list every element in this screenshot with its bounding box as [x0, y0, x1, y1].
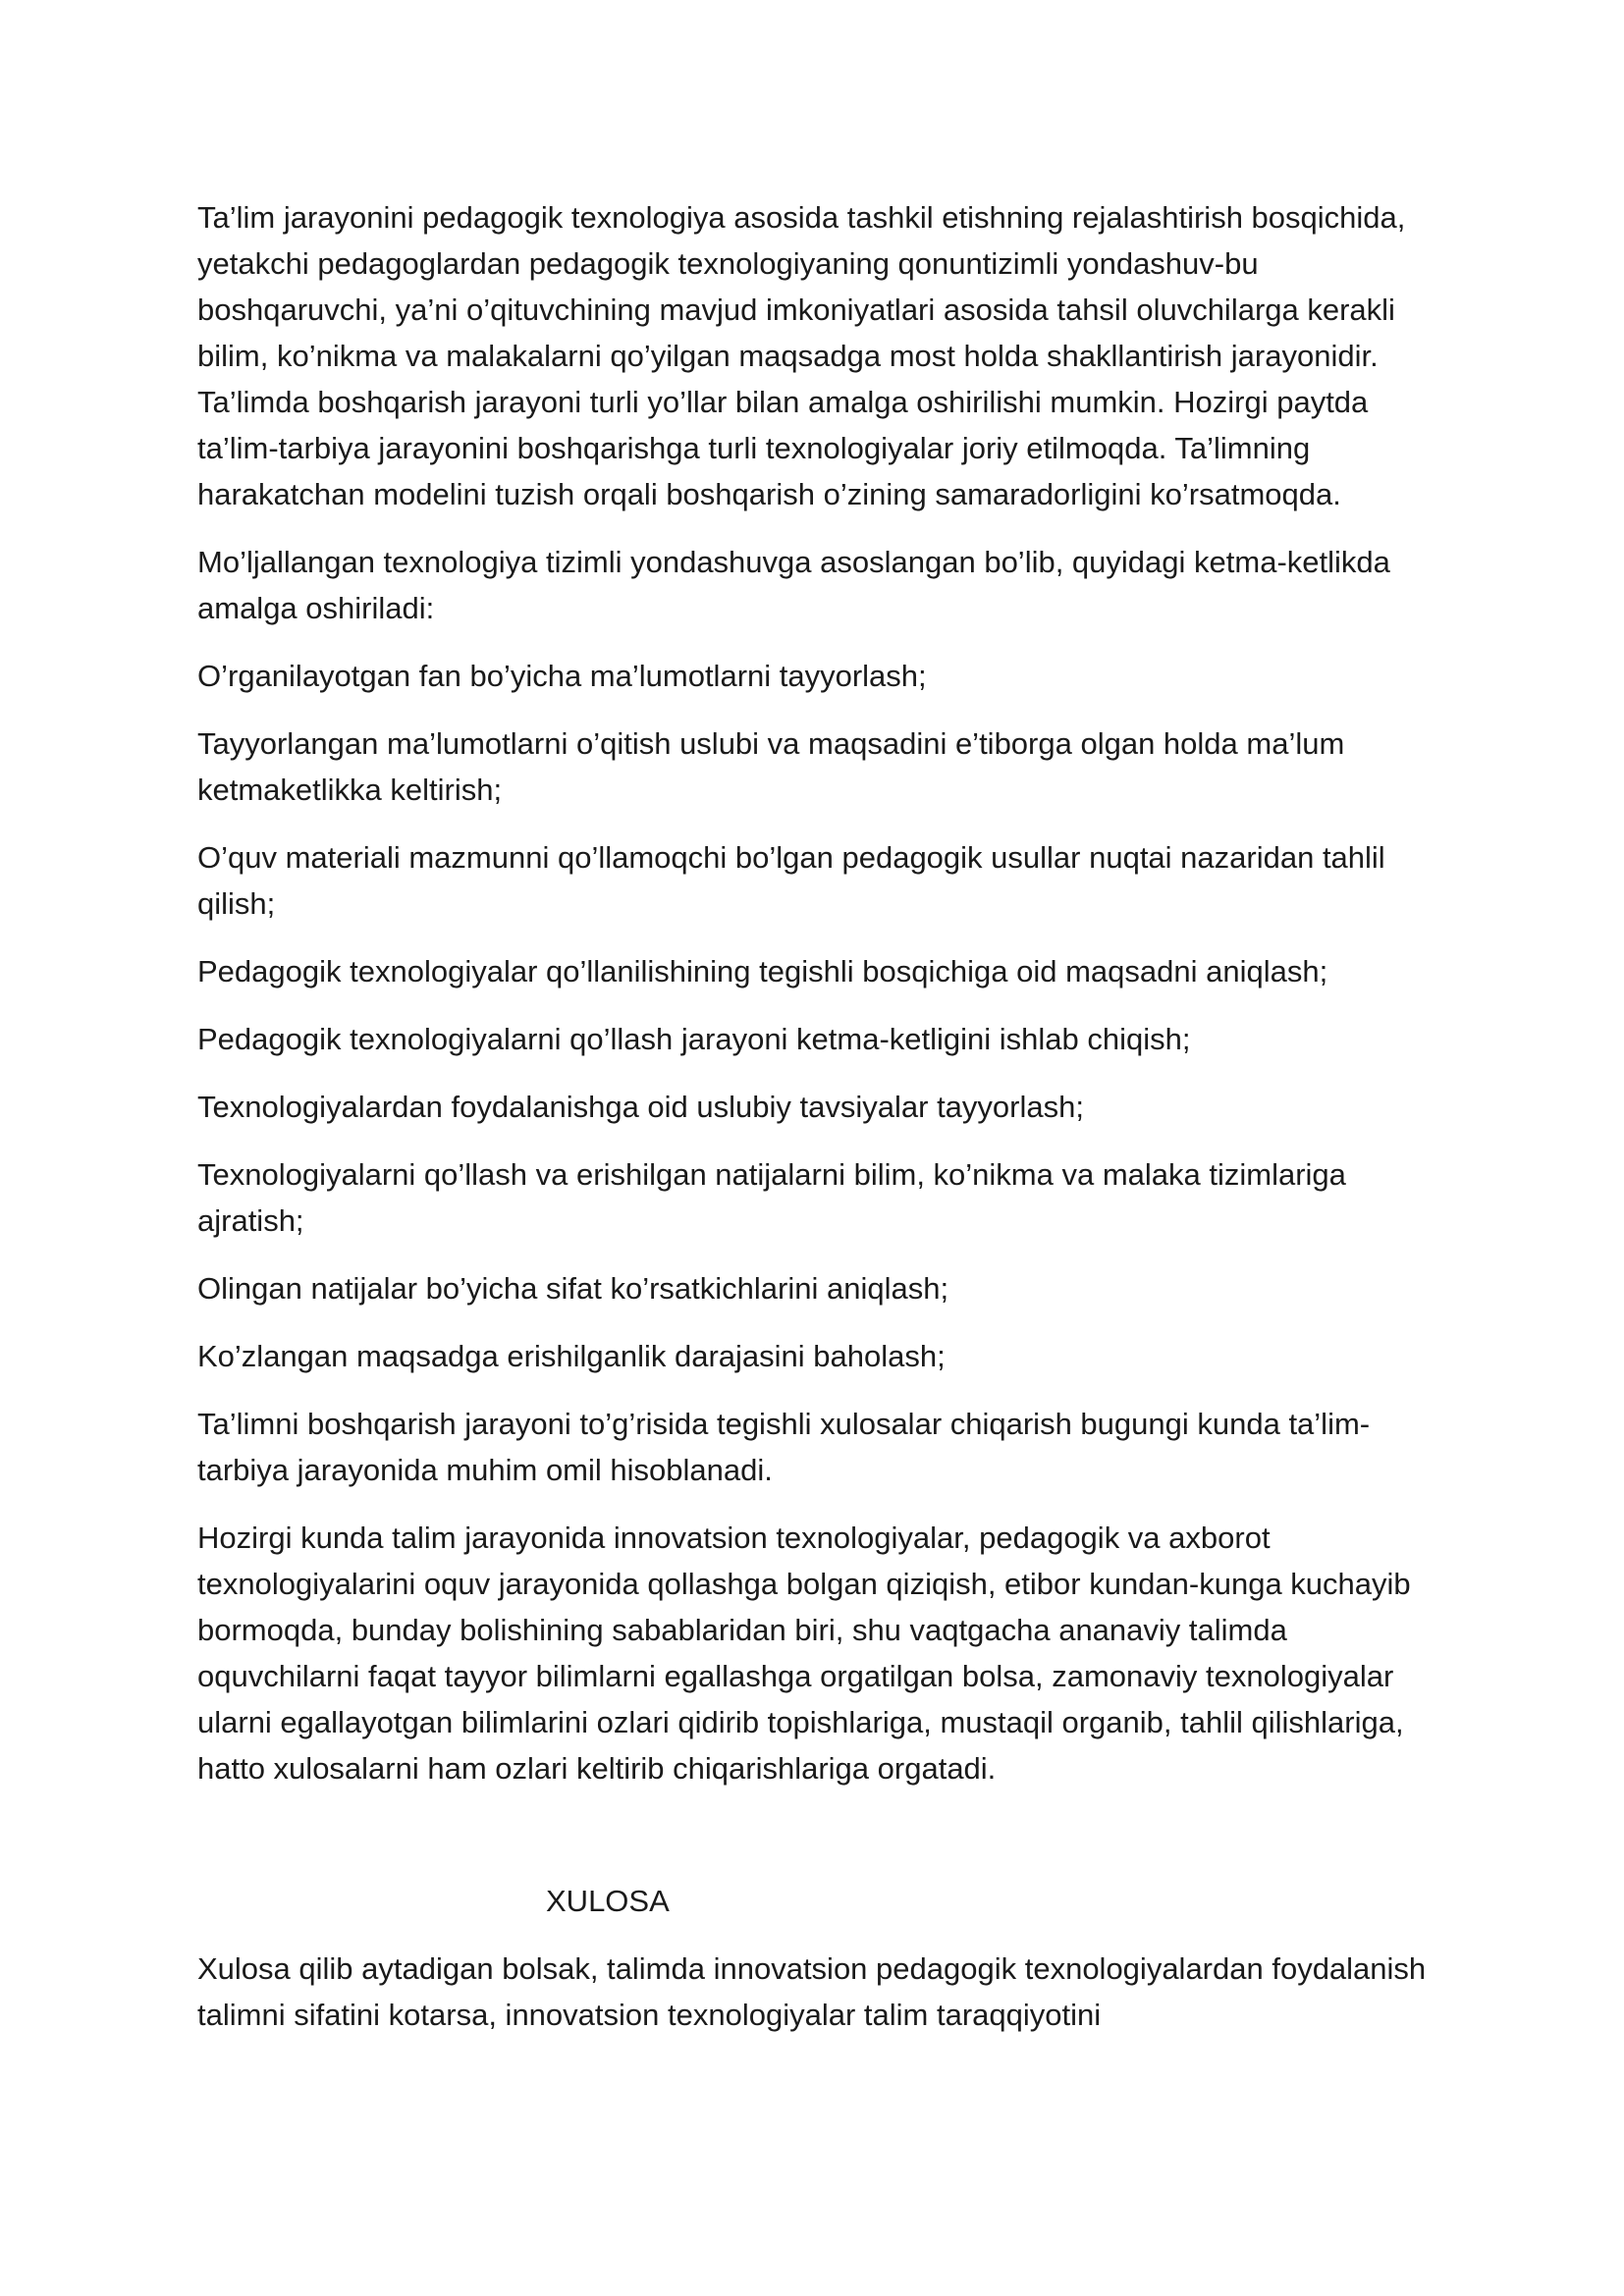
paragraph-conclusion: Xulosa qilib aytadigan bolsak, talimda innovatsion pedagogik texnologiyalardan foydalanish talimni sifatini kotarsa, innovatsion texnologiyalar talim taraqqiyotini — [197, 1951, 1427, 2032]
section-heading: XULOSA — [546, 1884, 670, 1918]
paragraph-innovation: Hozirgi kunda talim jarayonida innovatsion texnologiyalar, pedagogik va axborot texnologiyalarini oquv jarayonida qollashga bolgan qiziqish, etibor kundan-kunga kuchayib bormoqda, bunday bolishining sabablaridan biri, shu vaqtgacha ananaviy talimda oquvchilarni faqat tayyor bilimlarni egallashga orgatilgan bolsa, zamonaviy texnologiyalar ularni egallayotgan bilimlarini ozlari qidirib topishlariga, mustaqil organib, tahlil qilishlariga, hatto xulosalarni ham ozlari keltirib chiqarishlariga orgatadi. — [197, 1521, 1411, 1786]
list-item-step-10: Ta’limni boshqarish jarayoni to’g’risida tegishli xulosalar chiqarish bugungi kunda ta’lim-tarbiya jarayonida muhim omil hisoblanadi. — [197, 1407, 1371, 1487]
document-body — [197, 194, 1444, 2059]
list-item-step-4: Pedagogik texnologiyalar qo’llanilishining tegishli bosqichiga oid maqsadni aniqlash; — [197, 954, 1328, 988]
list-item-step-5: Pedagogik texnologiyalarni qo’llash jarayoni ketma-ketligini ishlab chiqish; — [197, 1022, 1191, 1056]
list-item-step-9: Ko’zlangan maqsadga erishilganlik darajasini baholash; — [197, 1339, 946, 1373]
list-item-step-6: Texnologiyalardan foydalanishga oid uslubiy tavsiyalar tayyorlash; — [197, 1090, 1084, 1124]
list-item-step-7: Texnologiyalarni qo’llash va erishilgan natijalarni bilim, ko’nikma va malaka tizimlariga ajratish; — [197, 1157, 1346, 1238]
list-item-step-8: Olingan natijalar bo’yicha sifat ko’rsatkichlarini aniqlash; — [197, 1271, 949, 1306]
paragraph-sequence-intro: Mo’ljallangan texnologiya tizimli yondashuvga asoslangan bo’lib, quyidagi ketma-ketlikda amalga oshiriladi: — [197, 545, 1390, 625]
list-item-step-2: Tayyorlangan ma’lumotlarni o’qitish uslubi va maqsadini e’tiborga olgan holda ma’lum ketmaketlikka keltirish; — [197, 726, 1345, 807]
paragraph-intro: Ta’lim jarayonini pedagogik texnologiya asosida tashkil etishning rejalashtirish bosqichida, yetakchi pedagoglardan pedagogik texnologiyaning qonuntizimli yondashuv-bu boshqaruvchi, ya’ni o’qituvchining mavjud imkoniyatlari asosida tahsil oluvchilarga kerakli bilim, ko’nikma va malakalarni qo’yilgan maqsadga most holda shakllantirish jarayonidir. Ta’limda boshqarish jarayoni turli yo’llar bilan amalga oshirilishi mumkin. Hozirgi paytda ta’lim-tarbiya jarayonini boshqarishga turli texnologiyalar joriy etilmoqda. Ta’limning harakatchan modelini tuzish orqali boshqarish o’zining samaradorligini ko’rsatmoqda. — [197, 200, 1406, 511]
list-item-step-1: O’rganilayotgan fan bo’yicha ma’lumotlarni tayyorlash; — [197, 659, 927, 693]
list-item-step-3: O’quv materiali mazmunni qo’llamoqchi bo’lgan pedagogik usullar nuqtai nazaridan tahlil qilish; — [197, 840, 1385, 921]
